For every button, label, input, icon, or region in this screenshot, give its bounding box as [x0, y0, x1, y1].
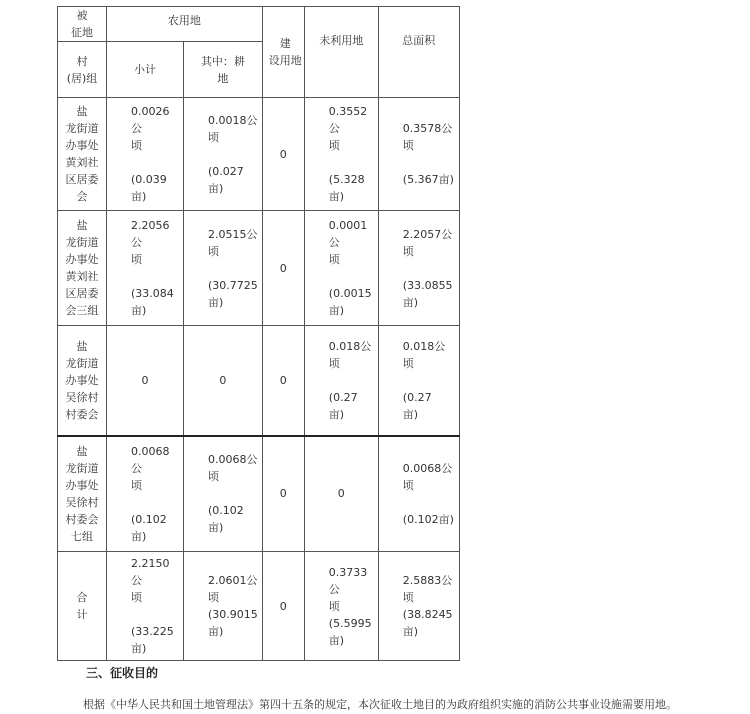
unused-value: 0.3733公 顷 (5.5995 亩)	[328, 565, 372, 647]
arable-value: 0	[219, 373, 227, 387]
total-value: 2.2057公 顷 (33.0855 亩)	[402, 227, 453, 309]
header-subtotal: 小计	[134, 63, 156, 76]
header-agricultural-land: 农用地	[167, 13, 201, 27]
table-row	[58, 436, 460, 552]
land-acquisition-table	[57, 6, 460, 661]
header-village-group: 村 (居)组	[66, 54, 98, 85]
construction-value: 0	[279, 487, 287, 501]
construction-value: 0	[279, 373, 287, 387]
header-subtotal-cell	[107, 42, 184, 98]
unused-value: 0.0001公 顷 (0.0015 亩)	[328, 219, 372, 317]
total-value: 0.018公顷 (0.27 亩)	[402, 339, 446, 421]
total-value: 2.5883公 顷 (38.8245 亩)	[402, 574, 453, 638]
total-value: 0.3578公 顷 (5.367亩)	[402, 122, 454, 186]
unused-value: 0	[337, 487, 345, 501]
construction-value: 0	[279, 599, 287, 613]
unused-value: 0.3552公 顷 (5.328 亩)	[328, 105, 368, 203]
corner-header-bottom	[58, 42, 107, 98]
subtotal-value: 0	[141, 373, 149, 387]
arable-value: 2.0601公 顷 (30.9015 亩)	[208, 574, 258, 638]
subtotal-value: 2.2056公 顷 (33.084 亩)	[131, 219, 174, 317]
header-unused-land-cell	[304, 7, 378, 98]
village-name: 盐 龙街道 办事处 黄刘社 区居委 会	[65, 105, 99, 203]
village-name: 盐 龙街道 办事处 吴徐村 村委会 七组	[65, 444, 99, 543]
unused-value: 0.018公 顷 (0.27 亩)	[328, 339, 372, 421]
header-arable-cell	[184, 42, 263, 98]
table-row	[58, 326, 460, 436]
header-arable-land: 其中：耕 地	[200, 54, 245, 85]
subtotal-value: 0.0068公 顷 (0.102 亩)	[131, 444, 170, 543]
header-total-area-cell	[378, 7, 459, 98]
header-construction-land-cell	[262, 7, 304, 98]
total-value: 0.0068公 顷 (0.102亩)	[402, 461, 454, 526]
purpose-paragraph: 根据《中华人民共和国土地管理法》第四十五条的规定，本次征收土地目的为政府组织实施的消防公共事业设施需要用地。	[83, 698, 677, 711]
construction-value: 0	[279, 147, 287, 161]
total-label: 合 计	[76, 591, 88, 621]
subtotal-value: 2.2150公 顷 (33.225 亩)	[131, 557, 174, 655]
village-name: 盐 龙街道 办事处 黄刘社 区居委 会三组	[65, 219, 99, 317]
subtotal-value: 0.0026公 顷 (0.039 亩)	[131, 105, 170, 203]
arable-value: 0.0018公 顷 (0.027 亩)	[208, 113, 258, 195]
village-name: 盐 龙街道 办事处 吴徐村 村委会	[65, 339, 99, 421]
corner-header-top	[58, 7, 107, 42]
arable-value: 0.0068公 顷 (0.102亩)	[208, 453, 258, 535]
table-row	[58, 211, 460, 326]
table-row	[58, 98, 460, 211]
arable-value: 2.0515公 顷 (30.7725 亩)	[208, 227, 258, 309]
table-row-total	[58, 552, 460, 661]
header-construction-land: 建 设用地	[268, 37, 302, 67]
header-total-area: 总面积	[402, 33, 436, 47]
construction-value: 0	[279, 261, 287, 275]
header-unused-land: 未利用地	[319, 33, 364, 47]
section-title: 三、征收目的	[86, 666, 159, 680]
header-agricultural-land-cell	[107, 7, 263, 42]
header-land-acquired: 被 征地	[71, 9, 93, 39]
